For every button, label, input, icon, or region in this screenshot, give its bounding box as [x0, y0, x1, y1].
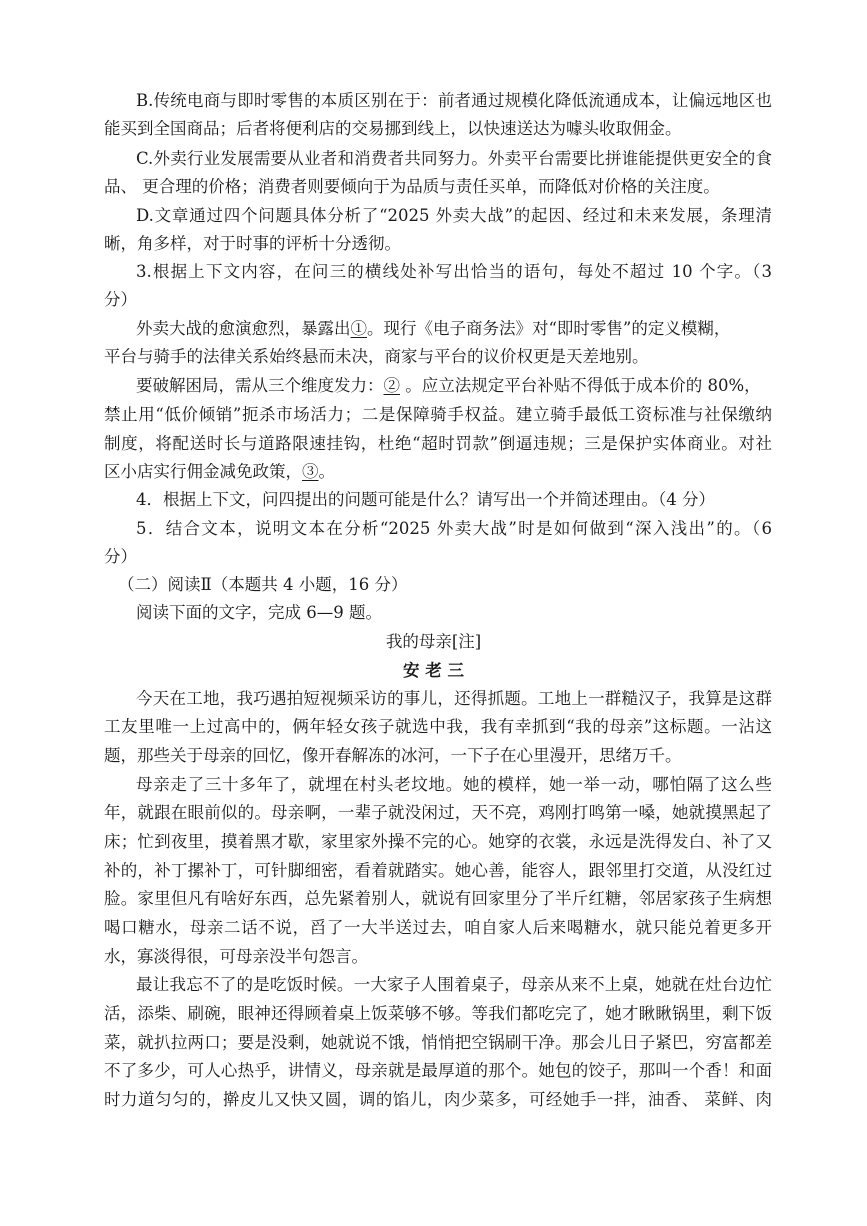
option-d-line-1: D.文章通过四个问题具体分析了“2025 外卖大战”的起因、经过和未来发展，条理清	[136, 206, 772, 225]
question-5-line-2: 分）	[104, 547, 137, 566]
passage-1-text-b: 。现行《电子商务法》对“即时零售”的定义模糊，	[367, 319, 731, 338]
option-b-line-1: B.传统电商与即时零售的本质区别在于：前者通过规模化降低流通成本，让偏远地区也	[136, 91, 772, 110]
essay-author: 安 老 三	[403, 661, 464, 680]
passage-1-line-2: 平台与骑手的法律关系始终悬而未决，商家与平台的议价权更是天差地别。	[104, 347, 649, 366]
option-b-line-2: 能买到全国商品；后者将便利店的交易挪到线上，以快速送达为噱头收取佣金。	[104, 119, 682, 138]
option-c-line-2: 品、 更合理的价格；消费者则要倾向于为品质与责任买单，而降低对价格的关注度。	[104, 177, 720, 196]
essay-p3-line-2: 活，添柴、刷碗，眼神还得顾着桌上饭菜够不够。等我们都吃完了，她才瞅瞅锅里，剩下饭	[104, 1004, 772, 1023]
essay-p2-line-7: 水，寡淡得很，可母亲没半句怨言。	[104, 947, 368, 966]
essay-p1-line-1: 今天在工地，我巧遇拍短视频采访的事儿，还得抓题。工地上一群糙汉子，我算是这群	[136, 689, 772, 708]
essay-p1-line-3: 题，那些关于母亲的回忆，像开春解冻的冰河，一下子在心里漫开，思绪万千。	[104, 746, 682, 765]
option-d-line-2: 晰，角多样，对于时事的评析十分透彻。	[104, 234, 401, 253]
passage-2-text-d: 。	[318, 462, 335, 481]
essay-p2-line-6: 喝口糖水，母亲二话不说，舀了一大半送过去，咱自家人后来喝糖水，就只能兑着更多开	[104, 918, 772, 937]
passage-2-text-a: 要破解困局，需从三个维度发力：	[136, 376, 384, 395]
blank-2: ②	[383, 376, 400, 395]
question-3-line-2: 分）	[104, 290, 137, 309]
option-c-line-1: C.外卖行业发展需要从业者和消费者共同努力。外卖平台需要比拼谁能提供更安全的食	[136, 149, 772, 168]
blank-3: ③	[302, 462, 319, 481]
passage-2-text-b: 。应立法规定平台补贴不得低于成本价的 80%，	[400, 376, 761, 395]
essay-p3-line-4: 不了多少，可人心热乎，讲情义，母亲就是最厚道的那个。她包的饺子，那叫一个香！和面	[104, 1061, 772, 1080]
section-2-heading: （二）阅读Ⅱ（本题共 4 小题，16 分）	[118, 575, 408, 594]
passage-2-text-c: 区小店实行佣金减免政策，	[104, 462, 302, 481]
passage-2-line-3: 制度，将配送时长与道路限速挂钩，杜绝“超时罚款”倒逼违规；三是保护实体商业。对社	[104, 434, 772, 453]
essay-p2-line-5: 脸。家里但凡有啥好东西，总先紧着别人，就说有回家里分了半斤红糖，邻居家孩子生病想	[104, 889, 772, 908]
reading-instruction: 阅读下面的文字，完成 6—9 题。	[136, 603, 382, 622]
essay-p2-line-1: 母亲走了三十多年了，就埋在村头老坟地。她的模样，她一举一动，哪怕隔了这么些	[136, 775, 772, 794]
question-3-line-1: 3.根据上下文内容，在问三的横线处补写出恰当的语句，每处不超过 10 个字。（3	[136, 262, 772, 281]
essay-p2-line-3: 床；忙到夜里，摸着黑才歇，家里家外操不完的心。她穿的衣裳，永远是洗得发白、补了又	[104, 832, 772, 851]
passage-1-line-1	[136, 318, 772, 342]
passage-2-line-1	[136, 375, 772, 399]
essay-title: 我的母亲[注]	[385, 632, 482, 651]
essay-p3-line-3: 菜，就扒拉两口；要是没剩，她就说不饿，悄悄把空锅刷干净。那会儿日子紧巴，穷富都差	[104, 1033, 772, 1052]
blank-1: ①	[350, 319, 367, 338]
essay-p3-line-1: 最让我忘不了的是吃饭时候。一大家子人围着桌子，母亲从来不上桌，她就在灶台边忙	[136, 975, 772, 994]
passage-2-line-2: 禁止用“低价倾销”扼杀市场活力；二是保障骑手权益。建立骑手最低工资标准与社保缴纳	[104, 405, 772, 424]
essay-p2-line-2: 年，就跟在眼前似的。母亲啊，一辈子就没闲过，天不亮，鸡刚打鸣第一嗓，她就摸黑起了	[104, 803, 772, 822]
essay-p3-line-5: 时力道匀匀的，擀皮儿又快又圆，调的馅儿，肉少菜多，可经她手一拌，油香、 菜鲜、肉	[104, 1090, 772, 1109]
passage-2-line-4	[104, 461, 772, 485]
question-5-line-1: 5．结合文本，说明文本在分析“2025 外卖大战”时是如何做到“深入浅出”的。（6	[136, 519, 772, 538]
essay-p1-line-2: 工友里唯一上过高中的，俩年轻女孩子就选中我，我有幸抓到“我的母亲”这标题。一沾这	[104, 717, 772, 736]
passage-1-text-a: 外卖大战的愈演愈烈，暴露出	[136, 319, 351, 338]
question-4: 4．根据上下文，问四提出的问题可能是什么？请写出一个并简述理由。（4 分）	[136, 490, 715, 509]
essay-p2-line-4: 补的，补丁摞补丁，可针脚细密，看着就踏实。她心善，能容人，跟邻里打交道，从没红过	[104, 861, 772, 880]
